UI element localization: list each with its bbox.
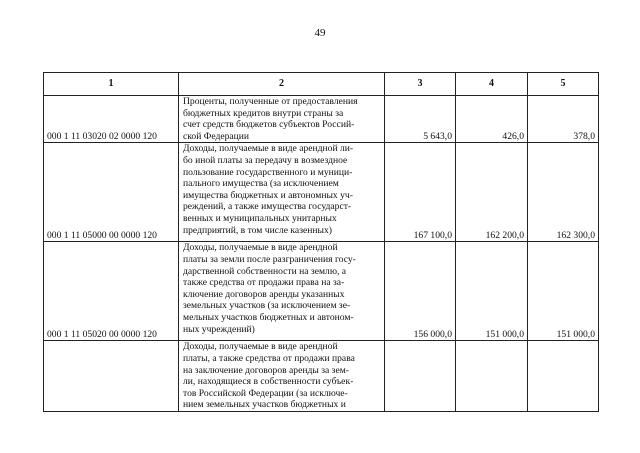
description-line: Доходы, получаемые в виде арендной [183,341,338,353]
description-line: счет средств бюджетов субъектов Россий- [183,119,355,131]
description-line: ли, находящиеся в собственности субъек- [183,376,354,388]
description-cell [179,96,385,143]
description-line: ных учреждений) [183,323,255,335]
description-cell [179,341,385,412]
description-line: венных и муниципальных унитарных [183,212,337,224]
budget-code-cell [44,341,179,412]
description-line: реждений, а также имущества государст- [183,201,352,213]
description-line: платы за земли после разграничения госу- [183,253,356,265]
column-header-3: 3 [385,73,456,96]
description-line: дарственной собственности на землю, а [183,265,347,277]
description-line: на заключение договоров аренды за зем- [183,364,349,376]
value-col5-cell: 378,0 [528,96,599,143]
description-line: мельных участков бюджетных и автоном- [183,311,354,323]
value-col3-cell [385,341,456,412]
value-col3-cell: 5 643,0 [385,96,456,143]
column-header-2: 2 [179,73,385,96]
description-line: Проценты, полученные от предоставления [183,96,358,107]
value-col3-cell: 156 000,0 [385,242,456,341]
value-col5-cell: 162 300,0 [528,143,599,242]
column-header-1: 1 [44,73,179,96]
value-col4-cell: 426,0 [456,96,528,143]
description-line: предприятий, в том числе казенных) [183,224,332,236]
description-line: имущества бюджетных и автономных уч- [183,189,353,201]
description-line: тов Российской Федерации (за исключе- [183,387,348,399]
value-col5-cell [528,341,599,412]
value-col4-cell [456,341,528,412]
description-line: пользование государственного и муници- [183,166,353,178]
description-line: платы, а также средства от продажи права [183,352,355,364]
table-row [44,96,599,143]
description-line: бюджетных кредитов внутри страны за [183,107,344,119]
description-line: нием земельных участков бюджетных и [183,399,346,411]
description-line: бо иной платы за передачу в возмездное [183,154,348,166]
column-header-5: 5 [528,73,599,96]
revenue-table [43,72,599,412]
table-row [44,341,599,412]
budget-code-cell: 000 1 11 03020 02 0000 120 [44,96,179,143]
value-col4-cell: 162 200,0 [456,143,528,242]
description-line: Доходы, получаемые в виде арендной [183,242,338,254]
table-header-row [44,73,599,96]
value-col4-cell: 151 000,0 [456,242,528,341]
table-row [44,242,599,341]
description-line: ключение договоров аренды указанных [183,288,345,300]
column-header-4: 4 [456,73,528,96]
table-row [44,143,599,242]
value-col3-cell: 167 100,0 [385,143,456,242]
description-line: также средства от продажи права на за- [183,277,345,289]
description-line: Доходы, получаемые в виде арендной ли- [183,143,354,155]
description-line: ской Федерации [183,130,250,142]
page-number: 49 [314,27,326,39]
budget-code-cell: 000 1 11 05000 00 0000 120 [44,143,179,242]
description-cell [179,242,385,341]
budget-code-cell: 000 1 11 05020 00 0000 120 [44,242,179,341]
description-line: пального имущества (за исключением [183,178,339,190]
value-col5-cell: 151 000,0 [528,242,599,341]
description-line: земельных участков (за исключением зе- [183,300,351,312]
description-cell [179,143,385,242]
